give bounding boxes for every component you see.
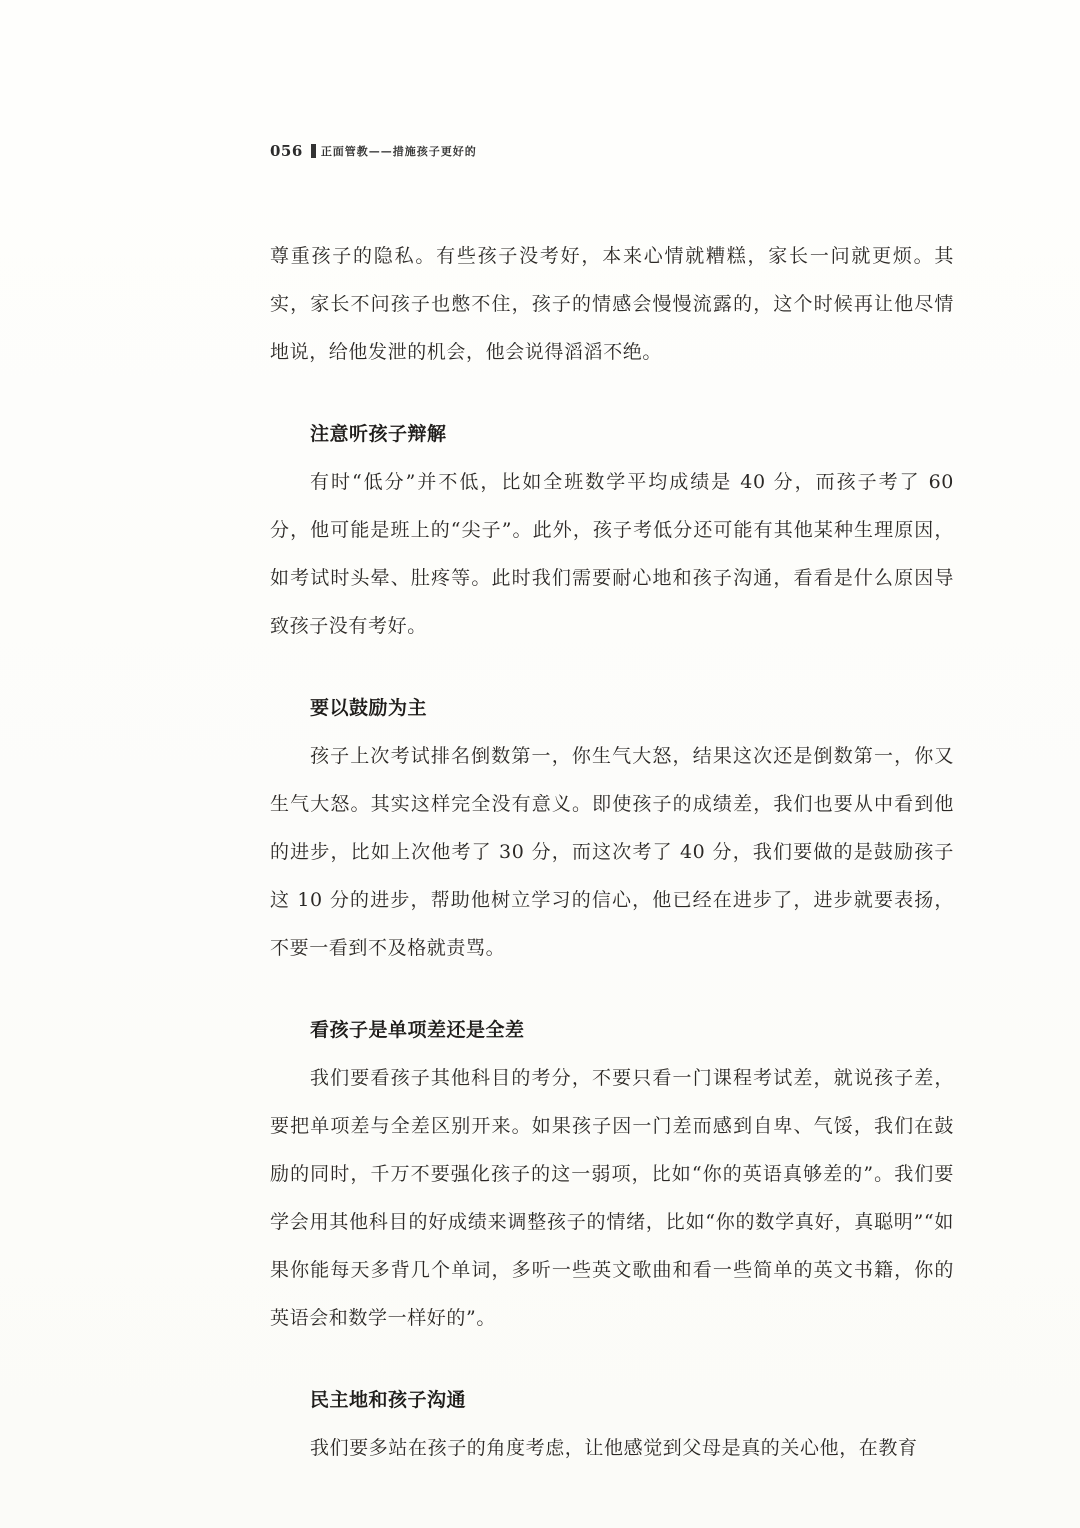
section-heading-listen: 注意听孩子辩解 [310, 423, 447, 445]
continued-paragraph: 尊重孩子的隐私。有些孩子没考好，本来心情就糟糕，家长一问就更烦。其实，家长不问孩子也憋不住，孩子的情感会慢慢流露的，这个时候再让他尽情地说，给他发泄的机会，他会说得滔滔不绝。 [270, 245, 954, 363]
page-content [270, 232, 954, 1472]
section-paragraph-encourage: 孩子上次考试排名倒数第一，你生气大怒，结果这次还是倒数第一，你又生气大怒。其实这样完全没有意义。即使孩子的成绩差，我们也要从中看到他的进步，比如上次他考了 30 分，而这次考了 40 分，我们要做的是鼓励孩子这 10 分的进步，帮助他树立学习的信心，他已经在进步了，进步就要表扬，不要一看到不及格就责骂。 [270, 745, 954, 959]
section-paragraph-democratic: 我们要多站在孩子的角度考虑，让他感觉到父母是真的关心他，在教育 [310, 1437, 918, 1459]
section-heading-single-subject: 看孩子是单项差还是全差 [310, 1019, 525, 1041]
section-heading-democratic: 民主地和孩子沟通 [310, 1389, 467, 1411]
page-number: 056 [270, 142, 303, 160]
section-heading-encourage: 要以鼓励为主 [310, 697, 428, 719]
header-marker [311, 144, 316, 158]
running-head [270, 140, 477, 162]
book-title: 正面管教——措施孩子更好的 [320, 145, 477, 158]
section-paragraph-single-subject: 我们要看孩子其他科目的考分，不要只看一门课程考试差，就说孩子差，要把单项差与全差区别开来。如果孩子因一门差而感到自卑、气馁，我们在鼓励的同时，千万不要强化孩子的这一弱项，比如“你的英语真够差的”。我们要学会用其他科目的好成绩来调整孩子的情绪，比如“你的数学真好，真聪明”“如果你能每天多背几个单词，多听一些英文歌曲和看一些简单的英文书籍，你的英语会和数学一样好的”。 [270, 1067, 954, 1329]
section-paragraph-listen: 有时“低分”并不低，比如全班数学平均成绩是 40 分，而孩子考了 60 分，他可能是班上的“尖子”。此外，孩子考低分还可能有其他某种生理原因，如考试时头晕、肚疼等。此时我们需要耐心地和孩子沟通，看看是什么原因导致孩子没有考好。 [270, 471, 954, 637]
